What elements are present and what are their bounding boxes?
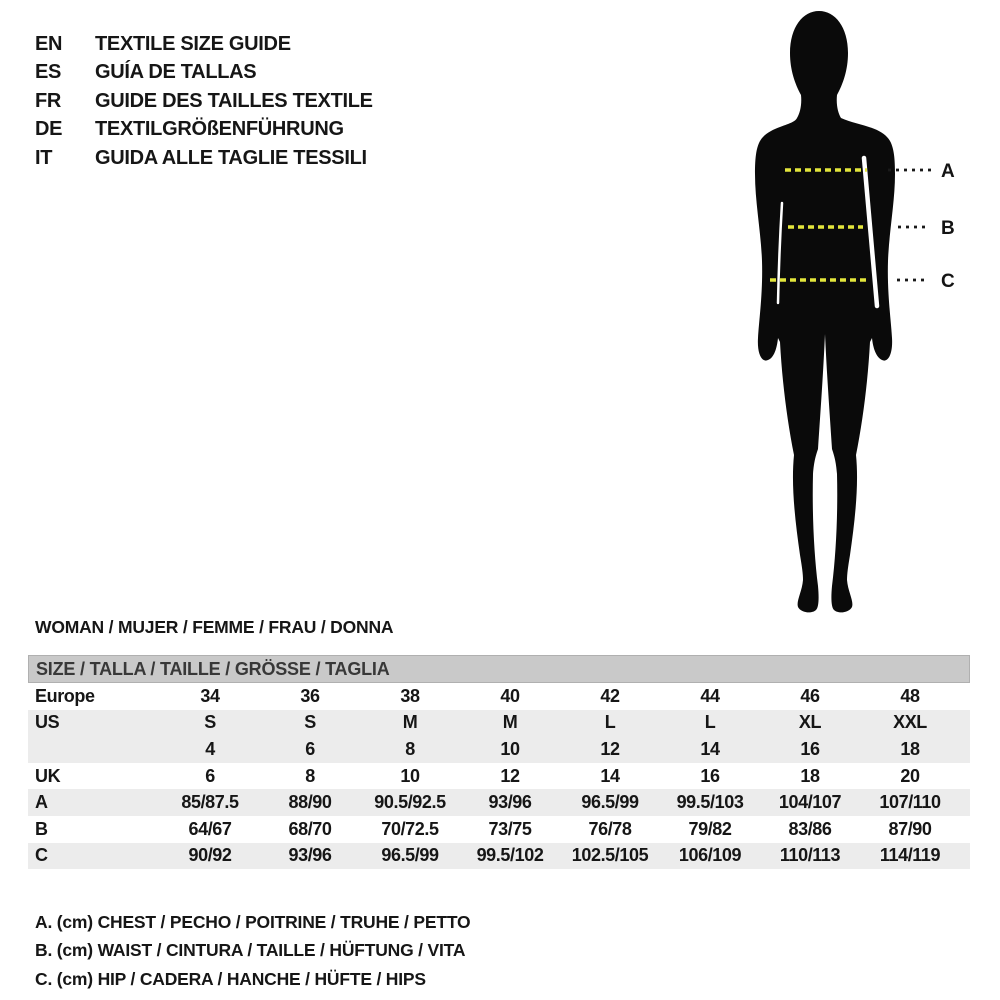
chest-line-label: A [941, 161, 955, 182]
table-cell: 102.5/105 [571, 845, 649, 866]
table-cell: 96.5/99 [581, 792, 639, 813]
row-label: UK [35, 765, 61, 786]
table-cell: XL [798, 712, 822, 733]
table-cell: 88/90 [288, 792, 332, 813]
row-label: A [35, 792, 48, 813]
woman-silhouette-figure [753, 8, 968, 620]
table-row-europe [28, 683, 970, 710]
table-row-us-numeric [28, 736, 970, 763]
waist-line-label: B [941, 218, 955, 239]
table-cell: 6 [305, 738, 315, 759]
table-cell: 8 [405, 738, 415, 759]
table-cell: 96.5/99 [381, 845, 439, 866]
table-cell: 16 [700, 765, 720, 786]
row-label: B [35, 818, 48, 839]
table-cell: 10 [400, 765, 420, 786]
table-cell: 79/82 [688, 818, 732, 839]
row-label: Europe [35, 685, 95, 706]
table-cell: 99.5/102 [476, 845, 544, 866]
table-cell: 18 [800, 765, 820, 786]
table-cell: L [704, 712, 716, 733]
table-cell: 93/96 [488, 792, 532, 813]
table-cell: 99.5/103 [676, 792, 744, 813]
language-row [35, 30, 373, 58]
language-title: GUIDE DES TAILLES TEXTILE [95, 89, 373, 112]
language-code: DE [35, 118, 63, 141]
table-cell: 83/86 [788, 818, 832, 839]
table-cell: 4 [205, 738, 215, 759]
table-cell: 104/107 [778, 792, 842, 813]
table-cell: 87/90 [888, 818, 932, 839]
table-cell: 16 [800, 738, 820, 759]
table-cell: 12 [500, 765, 520, 786]
table-cell: 6 [205, 765, 215, 786]
table-cell: 44 [700, 685, 720, 706]
language-row [35, 115, 373, 143]
table-cell: 46 [800, 685, 820, 706]
table-cell: 14 [700, 738, 720, 759]
table-cell: 76/78 [588, 818, 632, 839]
language-row [35, 144, 373, 172]
table-cell: 90.5/92.5 [374, 792, 446, 813]
language-title-block [35, 30, 373, 172]
table-cell: 10 [500, 738, 520, 759]
legend-chest: A. (cm) CHEST / PECHO / POITRINE / TRUHE / PETTO [35, 912, 471, 932]
hip-line-label: C [941, 271, 955, 292]
woman-silhouette-icon [753, 8, 968, 620]
table-cell: 48 [900, 685, 920, 706]
table-cell: 64/67 [188, 818, 232, 839]
table-cell: 40 [500, 685, 520, 706]
size-table-header: SIZE / TALLA / TAILLE / GRÖSSE / TAGLIA [28, 655, 970, 683]
table-cell: 73/75 [488, 818, 532, 839]
language-row [35, 87, 373, 115]
table-cell: 85/87.5 [181, 792, 239, 813]
table-row-chest [28, 789, 970, 816]
table-cell: M [502, 712, 518, 733]
table-cell: 14 [600, 765, 620, 786]
table-cell: 106/109 [678, 845, 742, 866]
table-row-uk [28, 763, 970, 790]
table-cell: 114/119 [879, 845, 941, 866]
language-row [35, 58, 373, 86]
table-row-us [28, 710, 970, 737]
size-table [28, 655, 970, 869]
table-row-hip [28, 843, 970, 870]
language-code: IT [35, 146, 53, 169]
table-cell: 107/110 [879, 792, 941, 813]
language-title: GUIDA ALLE TAGLIE TESSILI [95, 146, 367, 169]
table-cell: 70/72.5 [381, 818, 439, 839]
legend-hip: C. (cm) HIP / CADERA / HANCHE / HÜFTE / HIPS [35, 968, 426, 989]
table-row-waist [28, 816, 970, 843]
language-code: FR [35, 89, 62, 112]
table-cell: M [402, 712, 418, 733]
language-title: TEXTILE SIZE GUIDE [95, 33, 291, 55]
language-title: TEXTILGRÖßENFÜHRUNG [95, 118, 344, 141]
row-label: C [35, 845, 48, 866]
row-label: US [35, 712, 60, 733]
table-cell: 93/96 [288, 845, 332, 866]
legend-waist: B. (cm) WAIST / CINTURA / TAILLE / HÜFTUNG / VITA [35, 940, 466, 961]
language-code: EN [35, 33, 63, 55]
table-cell: 12 [600, 738, 620, 759]
measurement-legend [35, 908, 470, 993]
table-cell: 8 [305, 765, 315, 786]
table-cell: XXL [893, 712, 927, 733]
section-title-woman: WOMAN / MUJER / FEMME / FRAU / DONNA [35, 617, 394, 637]
table-cell: 34 [200, 685, 220, 706]
table-cell: 36 [300, 685, 320, 706]
table-cell: 20 [900, 765, 920, 786]
table-cell: S [204, 712, 216, 733]
table-cell: 18 [900, 738, 920, 759]
language-code: ES [35, 61, 62, 84]
table-cell: 68/70 [288, 818, 332, 839]
table-cell: S [304, 712, 316, 733]
table-cell: 38 [400, 685, 420, 706]
table-cell: L [604, 712, 616, 733]
woman-silhouette [755, 11, 895, 612]
language-title: GUÍA DE TALLAS [95, 61, 257, 84]
table-cell: 90/92 [188, 845, 232, 866]
table-cell: 42 [600, 685, 620, 706]
table-cell: 110/113 [779, 845, 841, 866]
